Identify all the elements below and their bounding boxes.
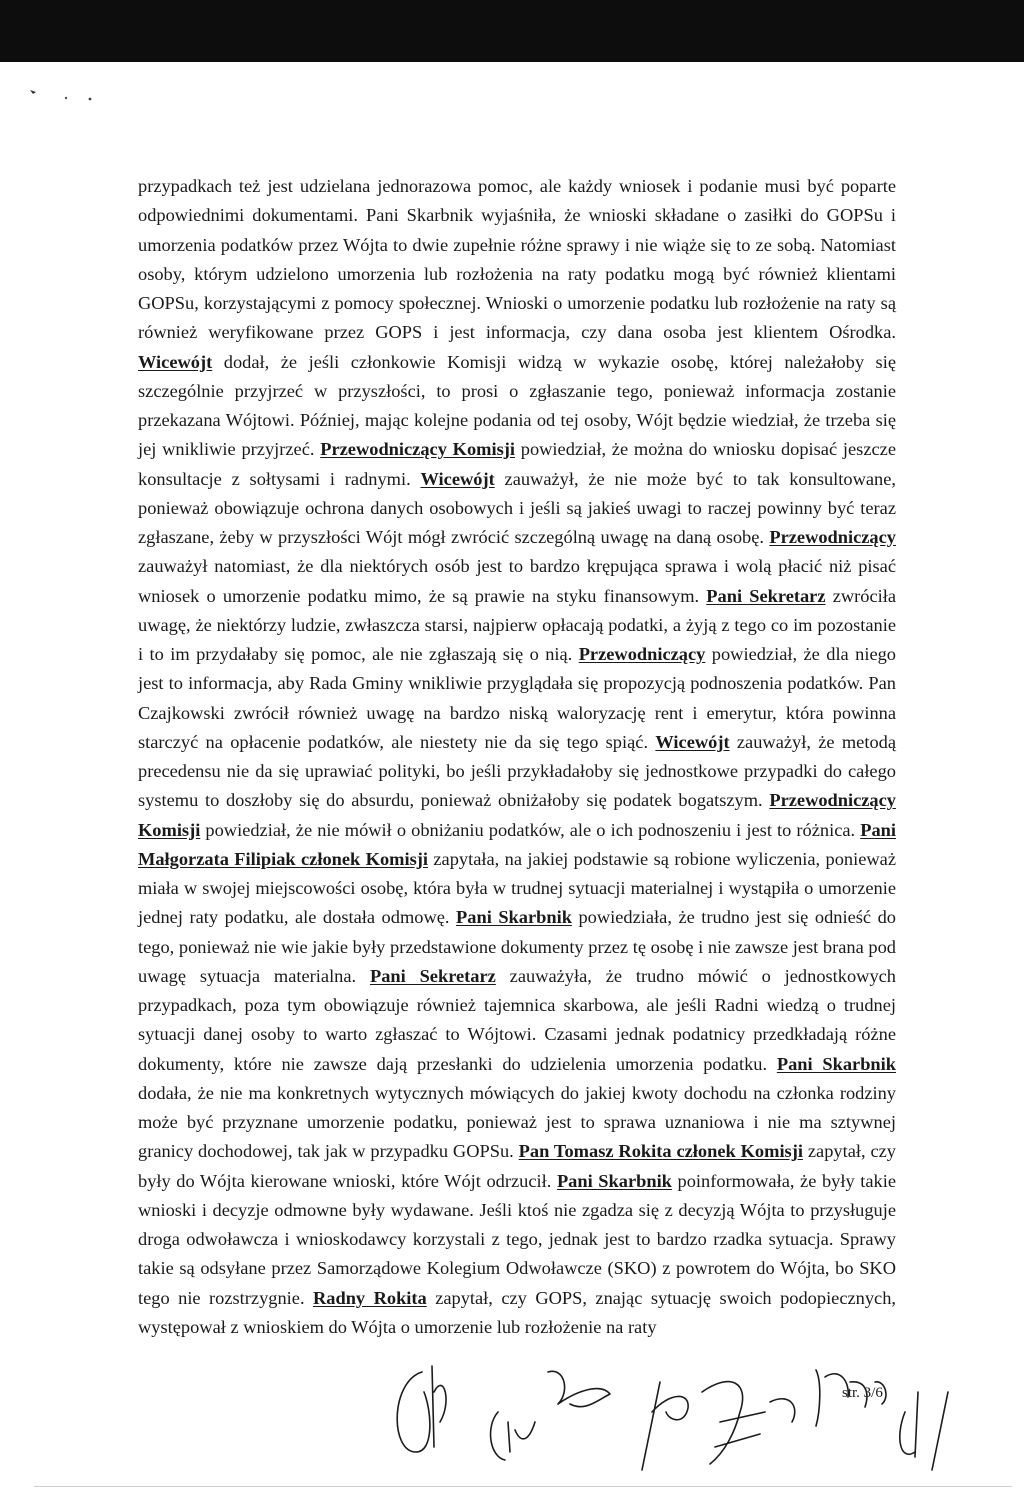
scan-artifact-specks bbox=[28, 86, 108, 102]
speaker-name: Pani Małgorzata Filipiak członek Komisji bbox=[138, 819, 896, 869]
paragraph-text: powiedział, że nie mówił o obniżaniu podatków, ale o ich podnoszeniu i jest to różnica. bbox=[200, 819, 861, 840]
paragraph-text: zauważył, że nie może być to tak konsultowane, ponieważ obowiązuje ochrona danych osobowych i jeśli są jakieś uwagi to raczej powinny być teraz zgłaszane, żeby w przyszłości Wójt mógł zwrócić szczególną uwagę na daną osobę. bbox=[138, 468, 896, 547]
page-number: str. 3/6 bbox=[842, 1385, 883, 1401]
speaker-name: Wicewójt bbox=[138, 351, 213, 372]
signatures bbox=[370, 1352, 970, 1472]
minutes-paragraph bbox=[138, 172, 896, 1342]
speaker-name: Pani Skarbnik bbox=[556, 1170, 672, 1191]
paragraph-text: zapytała, na jakiej podstawie są robione wyliczenia, ponieważ miała w swojej miejscowości osobę, która była w trudnej sytuacji materialnej i wystąpiła o umorzenie jednej raty podatku, ale dostała odmowę. bbox=[138, 848, 896, 928]
paragraph-text: poinformowała, że były takie wnioski i decyzje odmowne były wydawane. Jeśli ktoś nie zgadza się z decyzją Wójta to przysługuje droga odwoławcza i wnioskodawcy korzystali z tego, jednak jest to bardzo rzadka sytuacja. Sprawy takie są odsyłane przez Samorządowe Kolegium Odwoławcze (SKO) z powrotem do Wójta, bo SKO tego nie rozstrzygnie. bbox=[138, 1170, 896, 1308]
speaker-name: Przewodniczący Komisji bbox=[138, 790, 896, 840]
speaker-name: Pani Skarbnik bbox=[776, 1053, 896, 1074]
paragraph-text: zapytał, czy były do Wójta kierowane wnioski, które Wójt odrzucił. bbox=[138, 1141, 896, 1191]
paragraph-text: powiedział, że można do wniosku dopisać jeszcze konsultacje z sołtysami i radnymi. bbox=[138, 439, 896, 489]
speaker-name: Przewodniczący Komisji bbox=[320, 439, 515, 460]
paragraph-text: przypadkach też jest udzielana jednorazowa pomoc, ale każdy wniosek i podanie musi być poparte odpowiednimi dokumentami. Pani Skarbnik wyjaśniła, że wnioski składane o zasiłki do GOPSu i umorzenia podatków przez Wójta to dwie zupełnie różne sprawy i nie wiąże się to ze sobą. Natomiast osoby, którym udzielono umorzenia lub rozłożenia na raty podatku mogą być również klientami GOPSu, korzystającymi z pomocy społecznej. Wnioski o umorzenie podatku lub rozłożenie na raty są również weryfikowane przez GOPS i jest informacja, czy dana osoba jest klientem Ośrodka. bbox=[138, 176, 896, 343]
document-body bbox=[138, 172, 896, 1342]
paragraph-text: zwróciła uwagę, że niektórzy ludzie, zwłaszcza starsi, najpierw opłacają podatki, a żyją z tego co im pozostanie i to im przydałaby się pomoc, ale nie zgłaszają się o nią. bbox=[138, 585, 897, 664]
speaker-name: Pani Sekretarz bbox=[369, 965, 496, 986]
speaker-name: Przewodniczący bbox=[578, 644, 706, 664]
speaker-name: Przewodniczący bbox=[769, 527, 896, 547]
scan-top-border bbox=[0, 0, 1024, 62]
paragraph-text: zauważył, że metodą precedensu nie da się uprawiać polityki, bo jeśli przykładałoby się jednostkowe przypadki do całego systemu to doszłoby się do absurdu, ponieważ obniżałoby się podatek bogatszym. bbox=[138, 731, 896, 811]
speaker-name: Pan Tomasz Rokita członek Komisji bbox=[518, 1141, 803, 1162]
speaker-name: Wicewójt bbox=[420, 468, 495, 489]
paragraph-text: zapytał, czy GOPS, znając sytuację swoich podopiecznych, występował z wnioskiem do Wójta o umorzenie lub rozłożenie na raty bbox=[138, 1287, 897, 1337]
speaker-name: Radny Rokita bbox=[313, 1287, 427, 1308]
paragraph-text: zauważyła, że trudno mówić o jednostkowych przypadkach, poza tym obowiązuje również tajemnica skarbowa, ale jeśli Radni wiedzą o trudnej sytuacji danej osoby to warto zgłaszać to Wójtowi. Czasami jednak podatnicy przedkładają różne dokumenty, które nie zawsze dają przesłanki do udzielenia umorzenia podatku. bbox=[138, 965, 897, 1074]
paragraph-text: dodał, że jeśli członkowie Komisji widzą w wykazie osobę, której należałoby się szczególnie przyjrzeć w przyszłości, to prosi o zgłaszanie tego, ponieważ informacja zostanie przekazana Wójtowi. Później, mając kolejne podania od tej osoby, Wójt będzie wiedział, że trzeba się jej wnikliwie przyjrzeć. bbox=[138, 351, 896, 460]
speaker-name: Pani Sekretarz bbox=[706, 585, 826, 606]
speaker-name: Pani Skarbnik bbox=[456, 907, 572, 928]
speaker-name: Wicewójt bbox=[655, 731, 730, 752]
paragraph-text: powiedziała, że trudno jest się odnieść do tego, ponieważ nie wie jakie były przedstawione dokumenty przez tę osobę i nie zawsze jest brana pod uwagę sytuacja materialna. bbox=[138, 907, 896, 986]
paragraph-text: zauważył natomiast, że dla niektórych osób jest to bardzo krępująca sprawa i wolą płacić niż pisać wniosek o umorzenie podatku mimo, że są prawie na styku finansowym. bbox=[138, 556, 896, 606]
scan-bottom-edge bbox=[34, 1486, 1012, 1487]
paragraph-text: dodała, że nie ma konkretnych wytycznych mówiących do jakiej kwoty dochodu na członka rodziny może być przyznane umorzenie podatku, ponieważ jest to sprawa uznaniowa i nie ma sztywnej granicy dochodowej, tak jak w przypadku GOPSu. bbox=[138, 1082, 896, 1162]
paragraph-text: powiedział, że dla niego jest to informacja, aby Rada Gminy wnikliwie przyglądała się propozycją podnoszenia podatków. Pan Czajkowski zwrócił również uwagę na bardzo niską waloryzację rent i emerytur, która powinna starczyć na opłacenie podatków, ale niestety nie da się tego spiąć. bbox=[138, 644, 896, 752]
